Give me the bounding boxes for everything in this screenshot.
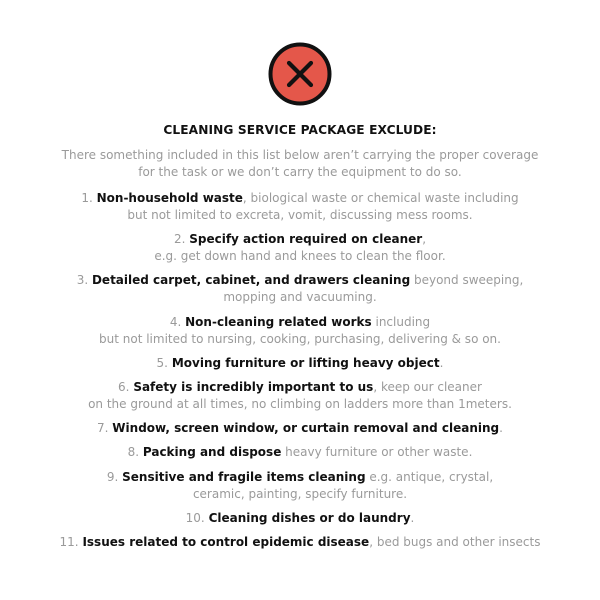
list-item [30,231,570,265]
item-text-line2: but not limited to excreta, vomit, discussing mess rooms. [127,208,473,222]
item-text: . [499,421,503,436]
item-number: 11. [59,534,79,549]
item-heading: Safety is incredibly important to us [133,379,374,394]
item-heading: Detailed carpet, cabinet, and drawers cleaning [91,273,411,288]
list-item [30,314,570,348]
item-heading: Window, screen window, or curtain removal and cleaning [112,421,500,436]
item-heading: Cleaning dishes or do laundry [208,510,411,525]
list-item [30,534,570,551]
item-text-line2: on the ground at all times, no climbing on ladders more than 1meters. [88,396,512,411]
item-text: , biological waste or chemical waste including [242,191,519,205]
item-text-line2: ceramic, painting, specify furniture. [192,486,408,501]
item-number: 3. [76,273,89,288]
item-text: heavy furniture or other waste. [281,445,473,460]
x-circle-icon [268,42,332,106]
item-heading: Issues related to control epidemic disease [82,534,370,549]
item-text: e.g. antique, crystal, [365,469,494,484]
item-number: 10. [185,510,205,525]
item-heading: Sensitive and fragile items cleaning [122,469,366,484]
item-number: 7. [97,421,109,436]
item-text: . [410,510,415,525]
exclusion-list [30,190,570,558]
intro-text: There something included in this list below aren’t carrying the proper coverage for the task or we don’t carry the equipment to do so. [61,148,539,179]
item-text: , keep our cleaner [373,379,482,394]
list-item [30,190,570,224]
item-text: including [371,314,431,329]
list-item [30,444,570,461]
item-text: beyond sweeping, [410,273,524,288]
list-item [30,510,570,527]
item-heading: Non-cleaning related works [185,314,372,329]
list-item [30,420,570,437]
item-text-line2: but not limited to nursing, cooking, purchasing, delivering & so on. [99,331,501,346]
item-number: 5. [156,355,168,370]
item-text-line2: e.g. get down hand and knees to clean the floor. [154,249,446,264]
item-number: 1. [81,191,93,205]
page-title: CLEANING SERVICE PACKAGE EXCLUDE: [163,123,437,137]
item-text: , bed bugs and other insects [369,534,541,549]
list-item [30,379,570,413]
list-item [30,355,570,372]
item-heading: Packing and dispose [142,445,282,460]
list-item [30,272,570,306]
item-number: 4. [169,314,182,329]
list-item [30,469,570,503]
item-heading: Specify action required on cleaner [189,232,423,247]
item-number: 6. [118,379,130,394]
item-heading: Moving furniture or lifting heavy object [171,355,440,370]
item-text: , [422,232,427,247]
item-number: 2. [173,232,186,247]
item-text: . [439,355,444,370]
item-number: 8. [127,445,140,460]
item-text-line2: mopping and vacuuming. [223,290,377,305]
item-heading: Non-household waste [96,191,243,205]
item-number: 9. [106,469,119,484]
